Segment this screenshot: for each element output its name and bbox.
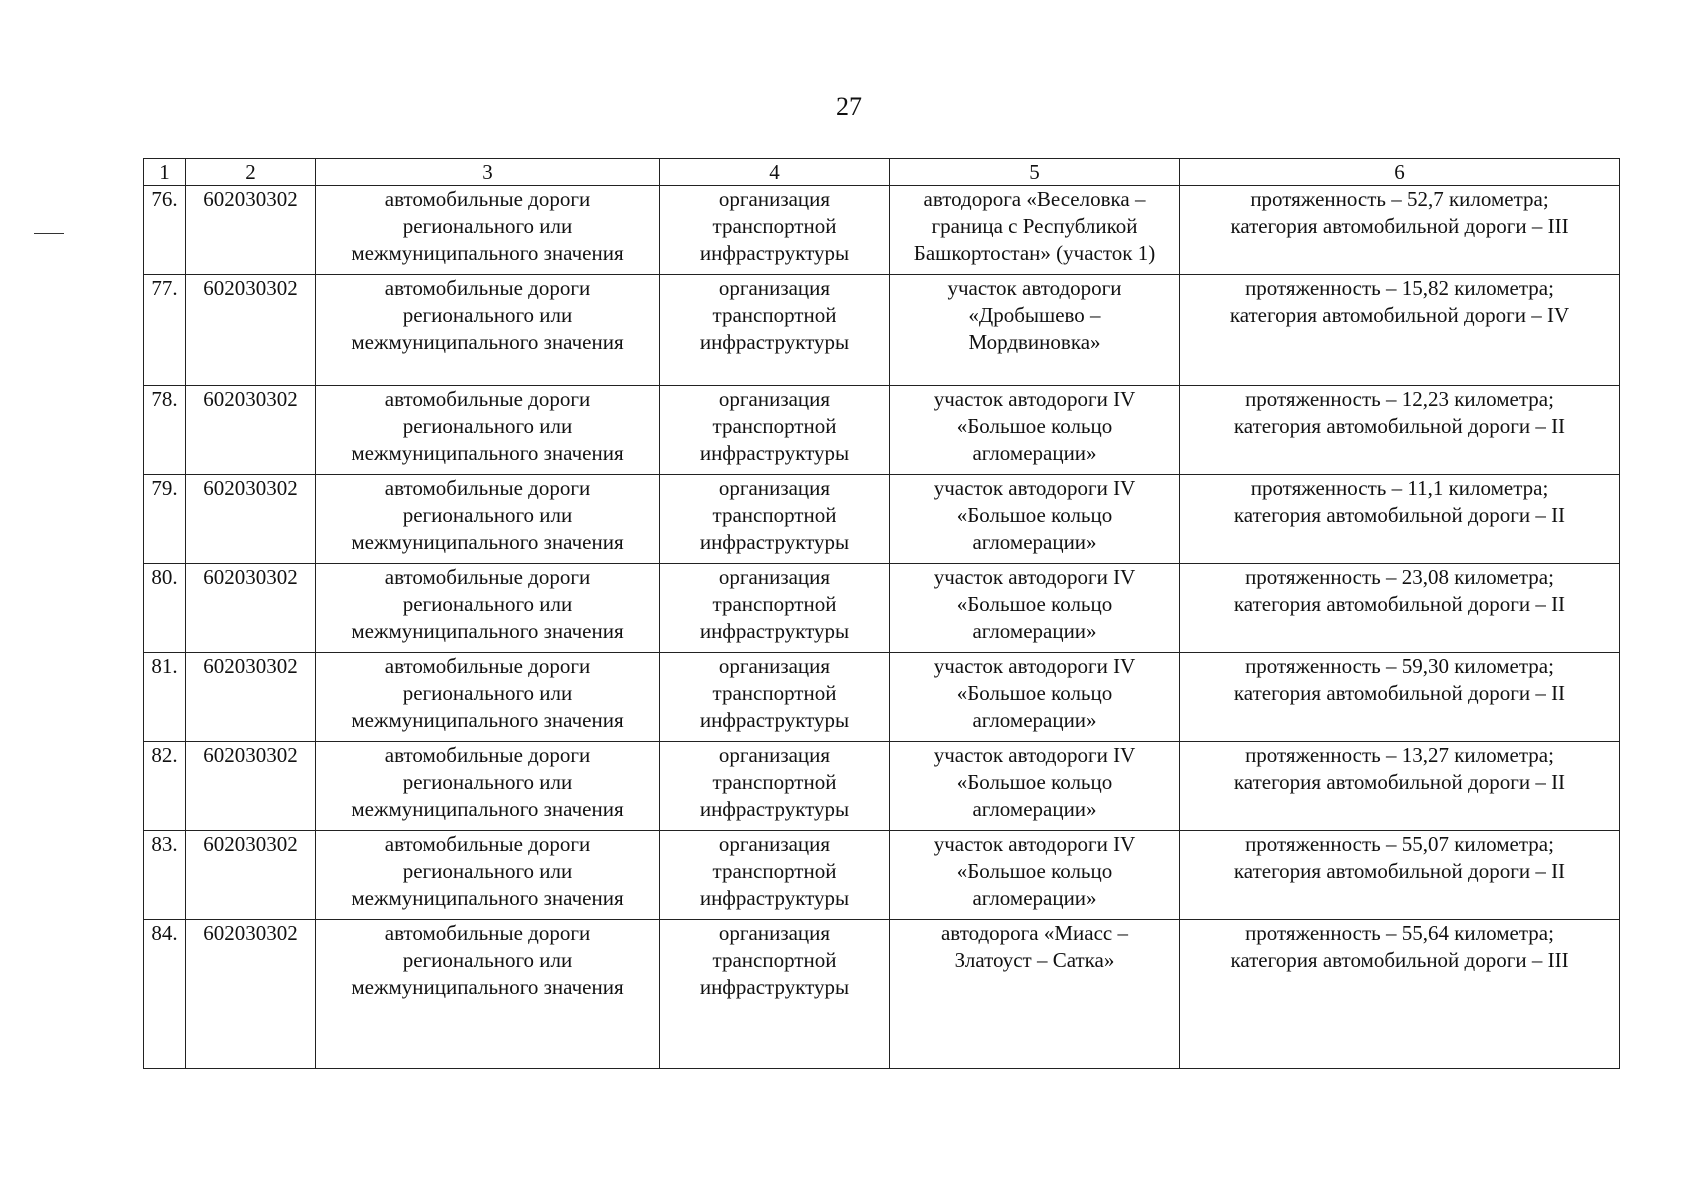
object-name-line: автодорога «Миасс – [940, 921, 1128, 945]
object-code: 602030302 [186, 831, 316, 920]
object-name-line: участок автодороги IV [933, 565, 1136, 589]
object-name [890, 386, 1180, 475]
object-name-line: агломерации» [972, 441, 1097, 465]
row-number: 83. [144, 831, 186, 920]
row-number: 80. [144, 564, 186, 653]
object-purpose [660, 386, 890, 475]
object-purpose-line: транспортной [712, 303, 837, 327]
object-params-line: категория автомобильной дороги – II [1233, 770, 1566, 794]
object-purpose-line: инфраструктуры [699, 330, 850, 354]
object-code: 602030302 [186, 653, 316, 742]
object-params-line: протяженность – 11,1 километра; [1250, 476, 1549, 500]
object-type-line: регионального или [402, 859, 573, 883]
row-number: 84. [144, 920, 186, 1069]
object-type-line: регионального или [402, 592, 573, 616]
table-row [144, 475, 1620, 564]
object-code: 602030302 [186, 386, 316, 475]
object-params [1180, 186, 1620, 275]
object-type-line: межмуниципального значения [351, 530, 624, 554]
header-row [144, 159, 1620, 186]
object-type-line: межмуниципального значения [351, 886, 624, 910]
object-params-line: категория автомобильной дороги – II [1233, 681, 1566, 705]
table-row [144, 275, 1620, 386]
object-name [890, 186, 1180, 275]
object-name-line: участок автодороги IV [933, 476, 1136, 500]
object-name-line: «Большое кольцо [956, 592, 1113, 616]
object-name [890, 742, 1180, 831]
row-number: 82. [144, 742, 186, 831]
object-params [1180, 742, 1620, 831]
table-row [144, 920, 1620, 1069]
object-name-line: «Большое кольцо [956, 770, 1113, 794]
header-cell: 4 [660, 159, 890, 186]
row-number: 77. [144, 275, 186, 386]
objects-table [143, 158, 1620, 1069]
object-type-line: регионального или [402, 214, 573, 238]
object-purpose-line: транспортной [712, 503, 837, 527]
table-row [144, 386, 1620, 475]
object-params-line: категория автомобильной дороги – II [1233, 592, 1566, 616]
object-params-line: категория автомобильной дороги – II [1233, 859, 1566, 883]
object-params-line: протяженность – 23,08 километра; [1245, 565, 1554, 589]
object-purpose-line: инфраструктуры [699, 619, 850, 643]
object-name-line: участок автодороги IV [933, 387, 1136, 411]
object-name-line: граница с Республикой [931, 214, 1138, 238]
object-name-line: участок автодороги [947, 276, 1122, 300]
header-cell: 5 [890, 159, 1180, 186]
object-name-line: участок автодороги IV [933, 743, 1136, 767]
object-purpose-line: транспортной [712, 948, 837, 972]
object-name-line: агломерации» [972, 886, 1097, 910]
object-type-line: автомобильные дороги [384, 654, 591, 678]
header-cell: 6 [1180, 159, 1620, 186]
table-body [144, 159, 1620, 1069]
object-code: 602030302 [186, 186, 316, 275]
object-name-line: «Большое кольцо [956, 859, 1113, 883]
object-code: 602030302 [186, 564, 316, 653]
object-type-line: межмуниципального значения [351, 619, 624, 643]
object-purpose-line: организация [718, 565, 831, 589]
object-name-line: Башкортостан» (участок 1) [913, 241, 1156, 265]
object-name [890, 831, 1180, 920]
object-params-line: протяженность – 55,64 километра; [1245, 921, 1554, 945]
object-purpose-line: организация [718, 476, 831, 500]
header-cell: 2 [186, 159, 316, 186]
object-name [890, 564, 1180, 653]
object-params [1180, 653, 1620, 742]
object-params [1180, 564, 1620, 653]
object-name-line: агломерации» [972, 619, 1097, 643]
row-number: 76. [144, 186, 186, 275]
object-purpose-line: организация [718, 921, 831, 945]
object-name-line: «Большое кольцо [956, 681, 1113, 705]
object-params [1180, 475, 1620, 564]
object-purpose-line: инфраструктуры [699, 241, 850, 265]
object-type-line: межмуниципального значения [351, 797, 624, 821]
object-params-line: категория автомобильной дороги – II [1233, 414, 1566, 438]
object-type-line: межмуниципального значения [351, 241, 624, 265]
object-name-line: «Дробышево – [968, 303, 1101, 327]
object-type-line: автомобильные дороги [384, 832, 591, 856]
object-purpose [660, 920, 890, 1069]
object-type-line: автомобильные дороги [384, 476, 591, 500]
object-params-line: категория автомобильной дороги – II [1233, 503, 1566, 527]
object-type-line: автомобильные дороги [384, 187, 591, 211]
page-number: 27 [836, 92, 862, 121]
object-name-line: «Большое кольцо [956, 503, 1113, 527]
header-cell: 3 [316, 159, 660, 186]
object-name-line: Златоуст – Сатка» [954, 948, 1115, 972]
table-row [144, 742, 1620, 831]
object-params-line: протяженность – 59,30 километра; [1245, 654, 1554, 678]
object-type-line: регионального или [402, 503, 573, 527]
table-row [144, 564, 1620, 653]
object-purpose-line: организация [718, 832, 831, 856]
object-name-line: участок автодороги IV [933, 832, 1136, 856]
object-type-line: межмуниципального значения [351, 330, 624, 354]
object-name-line: агломерации» [972, 708, 1097, 732]
object-purpose-line: инфраструктуры [699, 708, 850, 732]
object-params-line: протяженность – 52,7 километра; [1250, 187, 1549, 211]
object-purpose [660, 742, 890, 831]
object-code: 602030302 [186, 275, 316, 386]
object-type [316, 920, 660, 1069]
object-params [1180, 386, 1620, 475]
object-purpose-line: инфраструктуры [699, 441, 850, 465]
object-params [1180, 920, 1620, 1069]
object-purpose-line: транспортной [712, 770, 837, 794]
object-type-line: межмуниципального значения [351, 441, 624, 465]
object-type-line: регионального или [402, 770, 573, 794]
table-row [144, 831, 1620, 920]
row-number: 78. [144, 386, 186, 475]
object-name [890, 275, 1180, 386]
object-params [1180, 275, 1620, 386]
object-purpose-line: транспортной [712, 214, 837, 238]
object-type [316, 831, 660, 920]
object-purpose-line: инфраструктуры [699, 886, 850, 910]
object-code: 602030302 [186, 742, 316, 831]
object-params-line: протяженность – 12,23 километра; [1245, 387, 1554, 411]
object-purpose-line: инфраструктуры [699, 530, 850, 554]
object-purpose-line: организация [718, 387, 831, 411]
object-type-line: автомобильные дороги [384, 921, 591, 945]
object-purpose [660, 475, 890, 564]
object-type-line: регионального или [402, 681, 573, 705]
row-number: 81. [144, 653, 186, 742]
object-purpose-line: транспортной [712, 681, 837, 705]
object-purpose-line: организация [718, 743, 831, 767]
object-type-line: межмуниципального значения [351, 975, 624, 999]
object-name [890, 653, 1180, 742]
object-purpose-line: транспортной [712, 414, 837, 438]
object-params-line: категория автомобильной дороги – III [1230, 948, 1569, 972]
object-name-line: Мордвиновка» [968, 330, 1101, 354]
object-params-line: протяженность – 15,82 километра; [1245, 276, 1554, 300]
object-params-line: протяженность – 55,07 километра; [1245, 832, 1554, 856]
object-name-line: автодорога «Веселовка – [923, 187, 1146, 211]
object-params-line: протяженность – 13,27 километра; [1245, 743, 1554, 767]
object-type-line: автомобильные дороги [384, 743, 591, 767]
object-purpose-line: транспортной [712, 592, 837, 616]
object-type-line: автомобильные дороги [384, 276, 591, 300]
object-purpose [660, 275, 890, 386]
object-name-line: «Большое кольцо [956, 414, 1113, 438]
object-name [890, 920, 1180, 1069]
table-row [144, 186, 1620, 275]
object-purpose-line: организация [718, 187, 831, 211]
object-purpose-line: транспортной [712, 859, 837, 883]
object-name-line: участок автодороги IV [933, 654, 1136, 678]
object-purpose [660, 653, 890, 742]
header-cell: 1 [144, 159, 186, 186]
table-row [144, 653, 1620, 742]
object-type [316, 653, 660, 742]
object-type-line: межмуниципального значения [351, 708, 624, 732]
object-code: 602030302 [186, 475, 316, 564]
row-number: 79. [144, 475, 186, 564]
object-type [316, 564, 660, 653]
object-type-line: регионального или [402, 303, 573, 327]
object-type-line: автомобильные дороги [384, 387, 591, 411]
object-purpose-line: инфраструктуры [699, 975, 850, 999]
object-type [316, 475, 660, 564]
object-purpose [660, 186, 890, 275]
object-params-line: категория автомобильной дороги – IV [1229, 303, 1570, 327]
object-type-line: регионального или [402, 414, 573, 438]
object-purpose-line: организация [718, 276, 831, 300]
object-type [316, 186, 660, 275]
object-purpose [660, 564, 890, 653]
object-type [316, 386, 660, 475]
object-name-line: агломерации» [972, 530, 1097, 554]
object-type [316, 742, 660, 831]
object-type [316, 275, 660, 386]
object-params-line: категория автомобильной дороги – III [1230, 214, 1569, 238]
object-type-line: регионального или [402, 948, 573, 972]
margin-mark [34, 233, 64, 234]
object-name-line: агломерации» [972, 797, 1097, 821]
object-purpose-line: инфраструктуры [699, 797, 850, 821]
object-purpose-line: организация [718, 654, 831, 678]
object-purpose [660, 831, 890, 920]
object-type-line: автомобильные дороги [384, 565, 591, 589]
object-params [1180, 831, 1620, 920]
object-name [890, 475, 1180, 564]
object-code: 602030302 [186, 920, 316, 1069]
